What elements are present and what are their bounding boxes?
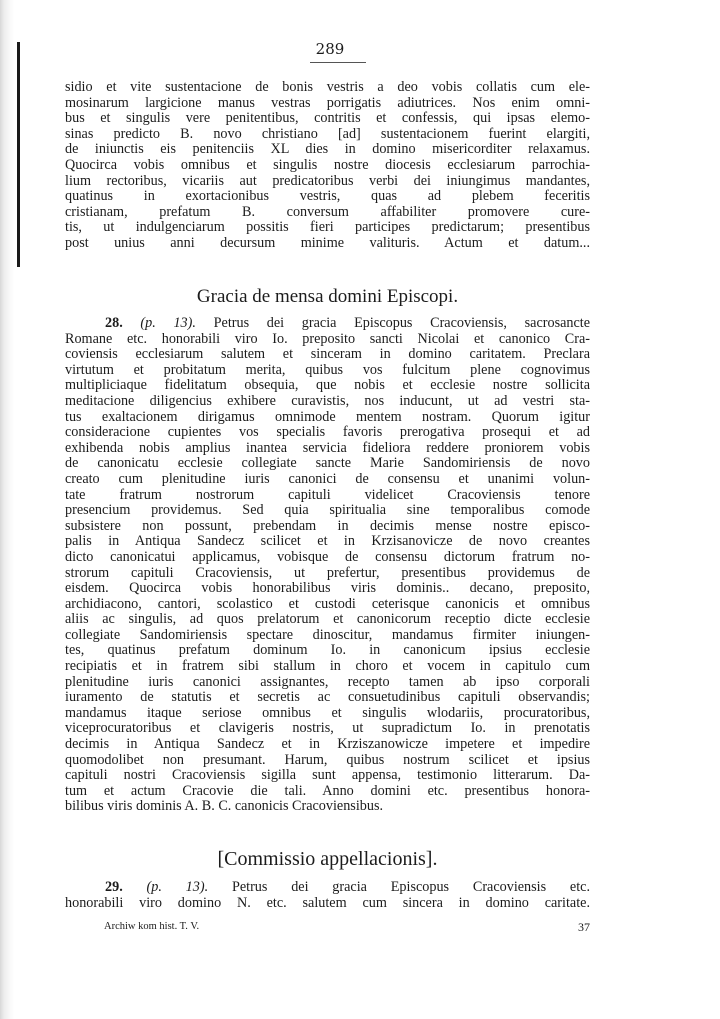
text-line: decimis in Antiqua Sandecz et in Krziszanowicze impetere et impedire: [65, 736, 590, 753]
page-reference: (p. 13).: [146, 879, 209, 895]
text-line: bilibus viris dominis A. B. C. canonicis Cracoviensibus.: [65, 798, 384, 815]
text-line: quatinus in exortacionibus vestris, quas ad plebem feceritis: [65, 188, 590, 205]
text-line: consideracione cupientes vos specialis favoris prerogativa prosequi et ad: [65, 424, 590, 441]
page-reference: (p. 13).: [140, 315, 196, 331]
text-line: sidio et vite sustentacione de bonis vestris a deo vobis collatis cum ele-: [65, 79, 590, 95]
text-line: tes, quatinus prefatum dominum Io. in canonicum ipsius ecclesie: [65, 642, 590, 659]
text-line: exhibenda nobis amplius inantea servicia fideliora reddere proniorem vobis: [65, 439, 590, 456]
section-heading: Gracia de mensa domini Episcopi.: [196, 286, 459, 307]
text-line: virtutum et probitatum merita, quibus vos fulcitum plene cognovimus: [65, 361, 590, 378]
binding-mark: [17, 42, 20, 267]
text-line: iuramento de statutis et secretis ac consuetudinibus capituli observandis;: [65, 689, 590, 706]
text-line: aliis ac singulis, ad quos prelatorum et canonicorum receptio dicte ecclesie: [65, 611, 590, 628]
text-line: [65, 880, 590, 896]
text-line: presencium providemus. Sed quia spiritualia sine temporalibus comode: [65, 502, 590, 519]
text-line: tus exaltacionem dirigamus omnimode mentem nostram. Quorum igitur: [65, 408, 590, 425]
text-line: coviensis ecclesiarum salutem et sinceram in domino caritatem. Preclara: [65, 346, 590, 363]
text-line: bus et singulis vere penitentibus, contritis et confessis, qui ipsas elemo-: [65, 110, 590, 127]
page-number: 289: [315, 40, 345, 58]
footer-series: Archiw kom hist. T. V.: [104, 921, 200, 932]
text-line: viceprocuratoribus et clavigeris nostris, ut supradictum Io. in prenotatis: [65, 720, 590, 737]
entry-first-line: Petrus dei gracia Episcopus Cracoviensis, sacrosancte: [213, 315, 591, 331]
text-line: palis in Antiqua Sandecz scilicet et in Krzisanovicze de novo creantes: [65, 533, 590, 550]
text-line: tate fratrum nostrorum capituli videlicet Cracoviensis tenore: [65, 486, 590, 503]
text-line: tis, ut indulgenciarum possitis fieri participes predictarum; presentibus: [65, 219, 590, 236]
text-line: archidiacono, cantori, scolastico et custodi ceterisque canonicis et omnibus: [65, 595, 590, 612]
text-line: lium rectoribus, vicariis aut predicatoribus verbi dei iniungimus mandantes,: [65, 172, 590, 189]
entry-28: [65, 316, 590, 815]
binding-shadow: [0, 0, 14, 1019]
entry-29: [65, 880, 590, 911]
text-line: plenitudine iuris canonici assignantes, recepto tamen ab ipso corporali: [65, 673, 590, 690]
text-line: mandamus itaque seriose omnibus et singulis wlodariis, procuratoribus,: [65, 704, 590, 721]
text-line: subsistere non possunt, prebendam in decimis mense nostre episco-: [65, 517, 590, 534]
page-number-rule: [310, 62, 366, 63]
text-line: Quocirca vobis omnibus et singulis nostre diocesis ecclesiarum parrochia-: [65, 156, 590, 173]
text-line: collegiate Sandomiriensis spectare dinoscitur, mandamus firmiter iniungen-: [65, 626, 590, 643]
text-line: creato cum plenitudine iuris canonici de consensu et unanimi volun-: [65, 470, 590, 487]
text-line: capituli nostri Cracoviensis sigilla sunt appensa, testimonio litterarum. Da-: [65, 767, 590, 784]
text-line: recipiatis et in fratrem sibi stallum in choro et vocem in capitulo cum: [65, 658, 590, 675]
text-line: Romane etc. honorabili viro Io. preposito sancti Nicolai et canonico Cra-: [65, 330, 590, 347]
text-line: [65, 316, 590, 332]
text-line: dicto canonicatui applicamus, vobisque de consensu dictorum fratrum no-: [65, 548, 590, 565]
text-line: de canonicatu ecclesie collegiate sancte Marie Sandomiriensis de novo: [65, 455, 590, 472]
entry-number: 29.: [105, 879, 123, 895]
text-line: de iniunctis eis penitenciis XL dies in domino misericorditer relaxamus.: [65, 141, 590, 158]
text-line: eisdem. Quocirca vobis honorabilibus viris dominis.. decano, preposito,: [65, 580, 590, 597]
text-line: post unius anni decursum minime valituris. Actum et datum...: [65, 234, 590, 251]
text-line: mosinarum largicione manus vestras porrigatis adiutrices. Nos enim omni-: [65, 94, 590, 111]
text-line: quomodolibet non presumant. Harum, quibus nostrum scilicet et ipsius: [65, 751, 590, 768]
text-line: sinas predicto B. novo christiano [ad] sustentacionem fuerint elargiti,: [65, 125, 590, 142]
text-line: strorum capituli Cracoviensis, ut prefertur, presentibus providemus de: [65, 564, 590, 581]
footer-signature: 37: [578, 920, 590, 934]
text-line: tum et actum Cracovie die tali. Anno domini etc. presentibus honora-: [65, 782, 590, 799]
text-line: meditacione diligencius exhibere curavistis, nos inducunt, ut ad vestri sta-: [65, 392, 590, 409]
entry-first-line: Petrus dei gracia Episcopus Cracoviensis etc.: [231, 879, 591, 895]
entry-number: 28.: [105, 315, 123, 331]
paragraph-continuation: [65, 80, 590, 252]
text-line: cristianam, prefatum B. conversum affabiliter promovere cure-: [65, 203, 590, 220]
text-line: honorabili viro domino N. etc. salutem cum sincera in domino caritate.: [65, 894, 590, 911]
section-heading: [Commissio appellacionis].: [217, 848, 438, 870]
text-line: multipliciaque fidelitatum obsequia, que nobis et ecclesie nostre sollicita: [65, 377, 590, 394]
page-footer: [104, 920, 590, 934]
